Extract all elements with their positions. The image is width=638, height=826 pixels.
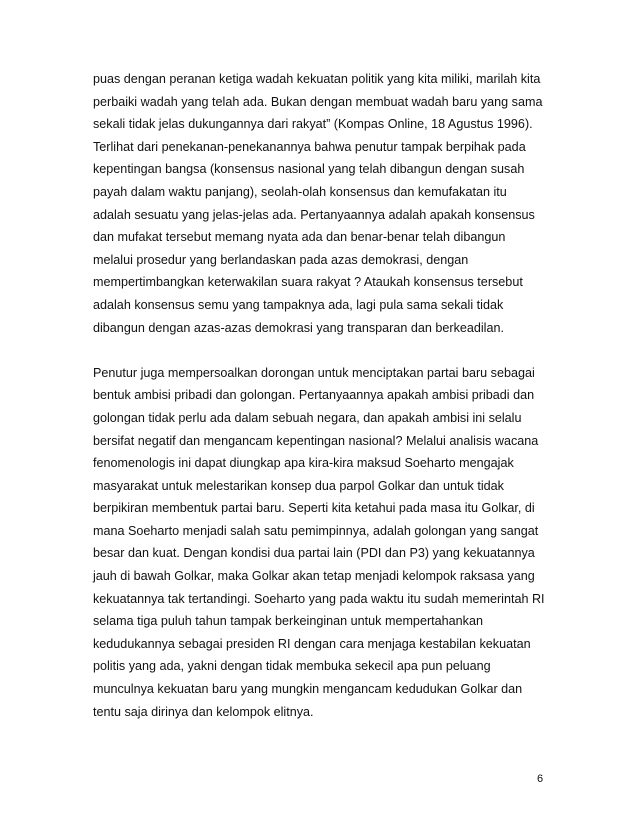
paragraph-line: mana Soeharto menjadi salah satu pemimpinnya, adalah golongan yang sangat	[93, 523, 539, 538]
paragraph-line: bersifat negatif dan mengancam kepentingan nasional? Melalui analisis wacana	[93, 433, 539, 448]
paragraph-line: kekuatannya tak tertandingi. Soeharto yang pada waktu itu sudah memerintah RI	[93, 591, 545, 606]
paragraph-line: adalah sesuatu yang jelas-jelas ada. Pertanyaannya adalah apakah konsensus	[93, 207, 535, 222]
paragraph-line: besar dan kuat. Dengan kondisi dua partai lain (PDI dan P3) yang kekuatannya	[93, 546, 535, 561]
paragraph-line: sekali tidak jelas dukungannya dari rakyat” (Kompas Online, 18 Agustus 1996).	[93, 117, 533, 132]
paragraph-line: Penutur juga mempersoalkan dorongan untuk menciptakan partai baru sebagai	[93, 365, 535, 380]
paragraph-line: politis yang ada, yakni dengan tidak membuka sekecil apa pun peluang	[93, 659, 491, 674]
paragraph-line: dan mufakat tersebut memang nyata ada dan benar-benar telah dibangun	[93, 230, 506, 245]
paragraph-line: Terlihat dari penekanan-penekanannya bahwa penutur tampak berpihak pada	[93, 139, 526, 154]
paragraph-1	[93, 68, 553, 339]
paragraph-line: masyarakat untuk melestarikan konsep dua parpol Golkar dan untuk tidak	[93, 478, 504, 493]
paragraph-line: munculnya kekuatan baru yang mungkin mengancam kedudukan Golkar dan	[93, 682, 523, 697]
paragraph-line: selama tiga puluh tahun tampak berkeinginan untuk mempertahankan	[93, 614, 483, 629]
paragraph-line: mempertimbangkan keterwakilan suara rakyat ? Ataukah konsensus tersebut	[93, 275, 523, 290]
paragraph-line: payah dalam waktu panjang), seolah-olah konsensus dan kemufakatan itu	[93, 184, 507, 199]
paragraph-line: melalui prosedur yang berlandaskan pada azas demokrasi, dengan	[93, 252, 469, 267]
paragraph-line: golongan tidak perlu ada dalam sebuah negara, dan apakah ambisi ini selalu	[93, 410, 522, 425]
paragraph-line: puas dengan peranan ketiga wadah kekuatan politik yang kita miliki, marilah kita	[93, 72, 541, 86]
paragraph-line: jauh di bawah Golkar, maka Golkar akan tetap menjadi kelompok raksasa yang	[93, 569, 535, 584]
paragraph-line: adalah konsensus semu yang tampaknya ada, lagi pula sama sekali tidak	[93, 297, 504, 312]
paragraph-line: perbaiki wadah yang telah ada. Bukan dengan membuat wadah baru yang sama	[93, 94, 543, 109]
body-text	[93, 68, 553, 723]
page-number: 6	[537, 773, 544, 785]
paragraph-line: kepentingan bangsa (konsensus nasional yang telah dibangun dengan susah	[93, 162, 525, 177]
paragraph-line: bentuk ambisi pribadi dan golongan. Pertanyaannya apakah ambisi pribadi dan	[93, 388, 535, 403]
paragraph-line: dibangun dengan azas-azas demokrasi yang transparan dan berkeadilan.	[93, 320, 504, 335]
paragraph-line: fenomenologis ini dapat diungkap apa kira-kira maksud Soeharto mengajak	[93, 456, 514, 471]
paragraph-line: tentu saja dirinya dan kelompok elitnya.	[93, 704, 314, 719]
paragraph-line: kedudukannya sebagai presiden RI dengan cara menjaga kestabilan kekuatan	[93, 636, 531, 651]
paragraph-line: berpikiran membentuk partai baru. Seperti kita ketahui pada masa itu Golkar, di	[93, 501, 535, 516]
paragraph-2	[93, 362, 553, 724]
